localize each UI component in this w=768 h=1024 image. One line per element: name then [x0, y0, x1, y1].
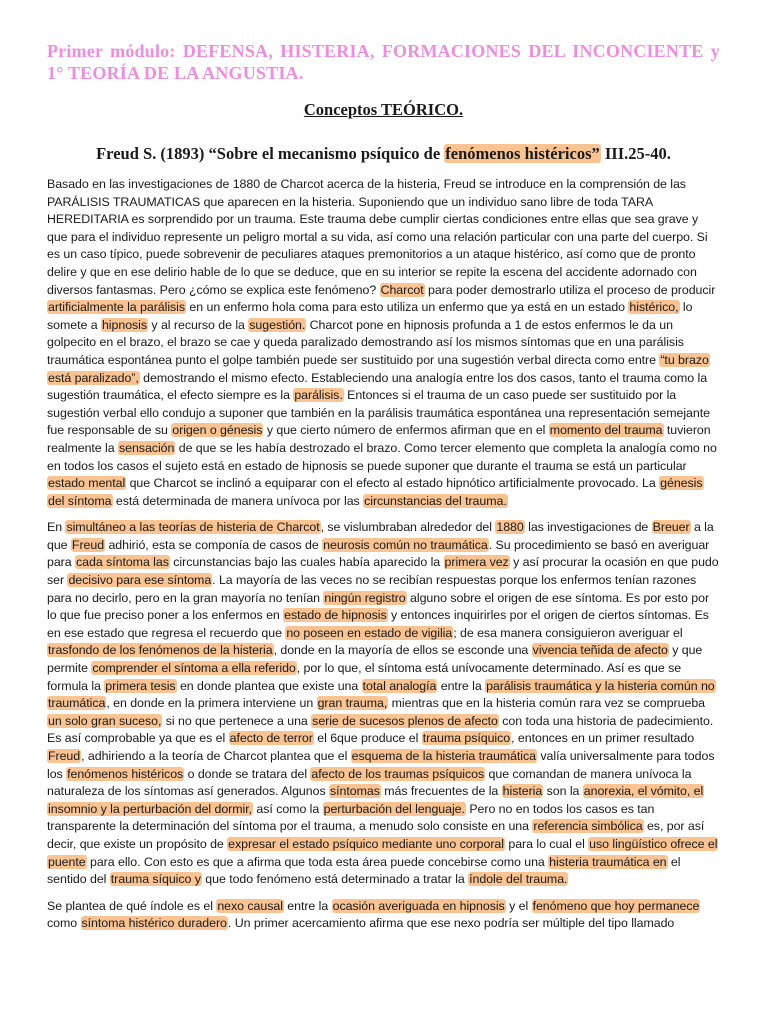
- text-segment: más frecuentes de la: [380, 784, 502, 799]
- highlighted-text: primera vez: [444, 555, 509, 570]
- text-segment: es, por así decir, que existe un propósito de: [47, 819, 705, 851]
- highlighted-text: nexo causal: [217, 898, 283, 913]
- highlighted-text: neurosis común no traumática: [323, 537, 488, 552]
- highlighted-text: histeria traumática en: [549, 854, 667, 869]
- highlighted-text: cada síntoma las: [76, 555, 169, 570]
- text-segment: . Un primer acercamiento afirma que ese nexo podría ser múltiple del tipo llamado: [227, 916, 675, 931]
- highlighted-text: anorexia, el vómito, el insomnio y la perturbación del dormir,: [48, 784, 704, 816]
- highlighted-text: vivencia teñida de afecto: [532, 643, 668, 658]
- text-segment: entre la: [437, 678, 486, 693]
- text-segment: circunstancias bajo las cuales había aparecido la: [169, 555, 444, 570]
- module-heading: Primer módulo: DEFENSA, HISTERIA, FORMACIONES DEL INCONCIENTE y 1° TEORÍA DE LA ANGUSTIA.: [47, 41, 720, 83]
- text-segment: alguno sobre el origen de ese síntoma. Es por esto por lo que fue preciso poner a los enfermos en: [47, 590, 710, 623]
- highlighted-text: afecto de los traumas psíquicos: [311, 766, 485, 781]
- highlighted-text: expresar el estado psíquico mediante uno corporal: [228, 836, 504, 851]
- highlighted-text: Freud: [71, 537, 105, 552]
- paragraph-2: [47, 519, 720, 888]
- text-segment: a la que: [47, 520, 714, 552]
- text-segment: . Su procedimiento se basó en averiguar para: [47, 537, 710, 570]
- text-segment: y entonces inquirirles por el origen de ciertos síntomas. Es en ese estado que regresa el recuerdo que: [47, 608, 709, 640]
- highlighted-text: génesis del síntoma: [48, 476, 703, 508]
- text-segment: para lo cual el: [504, 836, 589, 851]
- highlighted-text: primera tesis: [105, 678, 176, 693]
- text-segment: para poder demostrarlo utiliza el proceso de producir: [424, 282, 716, 297]
- text-segment: Charcot pone en hipnosis profunda a 1 de estos enfermos le da un golpecito en el brazo, el brazo se cae y queda paralizado demostrando así los mismos síntomas que en una parálisis traumática espontánea punto el golpe también puede ser sustituido por una sugestión verbal directa como entre: [47, 317, 684, 367]
- document-page: [47, 40, 720, 942]
- highlighted-text: perturbación del lenguaje.: [323, 801, 465, 816]
- highlighted-text: esquema de la histeria traumática: [351, 749, 536, 763]
- text-segment: y que cierto número de enfermos afirman que en el: [263, 423, 549, 438]
- text-segment: son la: [543, 784, 583, 799]
- text-segment: Se plantea de qué índole es el: [47, 898, 217, 913]
- highlighted-text: un solo gran suceso,: [48, 713, 162, 728]
- highlighted-text: Breuer: [652, 520, 690, 535]
- highlighted-text: estado mental: [48, 476, 126, 491]
- highlighted-text: 1880: [496, 520, 524, 535]
- text-segment: en donde plantea que existe una: [176, 678, 362, 693]
- highlighted-text: ningún registro: [324, 590, 406, 605]
- text-segment: o donde se tratara del: [184, 766, 311, 781]
- highlighted-text: gran trauma,: [317, 696, 388, 711]
- highlighted-text: “tu brazo está paralizado”,: [48, 352, 709, 385]
- highlighted-text: trauma psíquico: [422, 731, 511, 746]
- body-text: [47, 176, 720, 933]
- highlighted-text: síntomas: [329, 784, 380, 799]
- text-segment: demostrando el mismo efecto. Estableciendo una analogía entre los dos casos, tanto el trauma como la sugestión traumática, el efecto siempre es la: [47, 370, 708, 403]
- text-segment: y al recurso de la: [148, 317, 249, 332]
- text-segment: . La mayoría de las veces no se recibían respuestas porque los enfermos tenían razones para no decirlo, pero en la gran mayoría no tenían: [47, 573, 697, 605]
- highlighted-text: fenómenos histéricos: [67, 766, 184, 781]
- text-segment: y el: [505, 898, 532, 913]
- highlighted-text: serie de sucesos plenos de afecto: [312, 713, 498, 728]
- text-segment: el 6que produce el: [313, 731, 422, 746]
- highlighted-text: Charcot: [380, 282, 424, 297]
- text-segment: el sentido del: [47, 854, 681, 887]
- paragraph-3: [47, 898, 720, 933]
- text-segment: , donde en la mayoría de ellos se esconde una: [273, 643, 532, 658]
- text-segment: entre la: [283, 898, 332, 913]
- text-segment: , en donde en la primera interviene un: [106, 696, 317, 711]
- text-segment: con toda una historia de padecimiento. Es así comprobable ya que es el: [47, 713, 714, 746]
- text-segment: mientras que en la histeria común rara vez se comprueba: [388, 696, 705, 711]
- highlighted-text: hipnosis: [101, 317, 148, 332]
- text-segment: , entonces en un primer resultado: [511, 731, 695, 746]
- text-segment: como: [47, 916, 81, 931]
- highlighted-text: afecto de terror: [229, 731, 313, 746]
- highlighted-text: referencia simbólica: [533, 819, 643, 834]
- highlighted-text: artificialmente la parálisis: [48, 300, 186, 315]
- text-segment: Entonces si el trauma de un caso puede ser sustituido por la sugestión verbal ello condujo a suponer que también en la parálisis traumática espontánea una representación semejante fue responsable de su: [47, 388, 710, 438]
- highlighted-text: ocasión averiguada en hipnosis: [332, 898, 505, 913]
- text-segment: En: [47, 520, 66, 535]
- text-segment: , adhiriendo a la teoría de Charcot plantea que el: [81, 749, 351, 763]
- reference-title-highlight: fenómenos histéricos”: [445, 144, 600, 163]
- text-segment: Pero no en todos los casos es tan transparente la determinación del síntoma por el trauma, a menudo solo consiste en una: [47, 801, 655, 834]
- text-segment: para ello. Con esto es que a afirma que toda esta área puede concebirse como una: [86, 854, 549, 869]
- text-segment: adhirió, esta se componía de casos de: [105, 537, 323, 552]
- paragraph-1: [47, 176, 720, 510]
- text-segment: está determinada de manera unívoca por las: [112, 493, 364, 508]
- highlighted-text: síntoma histérico duradero: [81, 916, 227, 931]
- highlighted-text: trauma síquico y: [110, 872, 201, 887]
- text-segment: Basado en las investigaciones de 1880 de Charcot acerca de la histeria, Freud se introduce en la comprensión de las PARÁLISIS TRAUMATICAS que aparecen en la histeria. Suponiendo que un individuo sano libre de toda TARA HEREDITARIA es sorprendido por un trauma. Este trauma debe cumplir ciertas condiciones entre ellas que sea grave y que para el individuo represente un peligro mortal a su vida, así como una relación particular con una parte del cuerpo. Si es un caso típico, puede sobrevenir de peculiares ataques premonitorios a un ataque histérico, así como que de pronto delire y que en ese delirio hable de lo que se deduce, que en su interior se repite la escena del accidente adornado con diversos fantasmas. Pero ¿cómo se explica este fenómeno?: [47, 177, 708, 297]
- highlighted-text: comprender el síntoma a ella referido: [92, 661, 296, 676]
- text-segment: las investigaciones de: [524, 520, 652, 535]
- highlighted-text: histeria: [502, 784, 543, 799]
- text-segment: en un enfermo hola coma para esto utiliza un enfermo que ya está en un estado: [186, 300, 629, 315]
- reference-title-before: Freud S. (1893) “Sobre el mecanismo psíquico de: [96, 144, 445, 163]
- highlighted-text: circunstancias del trauma.: [364, 493, 507, 508]
- highlighted-text: histérico,: [629, 300, 679, 315]
- text-segment: así como la: [253, 801, 323, 816]
- text-segment: y así procurar la ocasión en que pudo ser: [47, 555, 719, 588]
- text-segment: que Charcot se inclinó a equiparar con el efecto al estado hipnótico artificialmente provocado. La: [126, 476, 660, 491]
- highlighted-text: sensación: [118, 440, 175, 455]
- text-segment: lo somete a: [47, 300, 693, 332]
- highlighted-text: sugestión.: [249, 317, 306, 332]
- text-segment: , por lo que, el síntoma está unívocamente determinado. Así es que se formula la: [47, 661, 682, 693]
- text-segment: ; de esa manera consiguieron averiguar el: [453, 625, 683, 640]
- text-segment: , se vislumbraban alrededor del: [320, 520, 496, 535]
- section-subtitle: Conceptos TEÓRICO.: [303, 100, 464, 119]
- highlighted-text: momento del trauma: [549, 423, 663, 438]
- text-segment: tuvieron realmente la: [47, 423, 711, 455]
- highlighted-text: total analogía: [362, 678, 437, 693]
- highlighted-text: origen o génesis: [172, 423, 263, 438]
- text-segment: valía universalmente para todos los: [47, 749, 715, 781]
- highlighted-text: Freud: [48, 749, 81, 763]
- highlighted-text: no poseen en estado de vigilia: [286, 625, 453, 640]
- text-segment: de que se les había destrozado el brazo. Como tercer elemento que completa la analogía como no en todos los casos el sujeto está en estado de hipnosis se puede suponer que durante el trauma se está un particular: [47, 440, 717, 473]
- highlighted-text: parálisis.: [294, 388, 343, 403]
- text-segment: y que permite: [47, 643, 703, 676]
- highlighted-text: uso lingüístico ofrece el puente: [48, 836, 718, 869]
- text-segment: si no que pertenece a una: [162, 713, 312, 728]
- highlighted-text: parálisis traumática y la histeria común no traumática: [48, 678, 715, 711]
- reference-title-after: III.25-40.: [600, 144, 671, 163]
- text-segment: que comandan de manera unívoca la naturaleza de los síntomas así generados. Algunos: [47, 766, 692, 799]
- highlighted-text: índole del trauma.: [469, 872, 568, 887]
- highlighted-text: estado de hipnosis: [284, 608, 387, 623]
- text-segment: que todo fenómeno está determinado a tratar la: [201, 872, 469, 887]
- highlighted-text: simultáneo a las teorías de histeria de Charcot: [66, 520, 320, 535]
- highlighted-text: trasfondo de los fenómenos de la histeria: [48, 643, 273, 658]
- highlighted-text: fenómeno que hoy permanece: [532, 898, 700, 913]
- reference-title: [47, 144, 720, 164]
- highlighted-text: decisivo para ese síntoma: [68, 573, 212, 588]
